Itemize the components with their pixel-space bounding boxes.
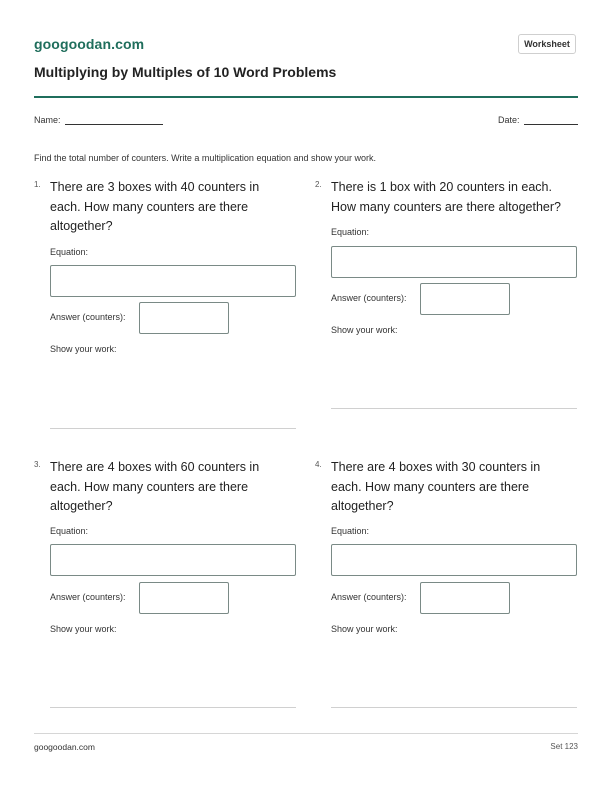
page-title: Multiplying by Multiples of 10 Word Problems [34, 64, 337, 80]
equation-input[interactable] [331, 246, 577, 278]
site-brand: googoodan.com [34, 36, 145, 52]
work-label: Show your work: [331, 624, 398, 634]
work-divider [331, 707, 577, 708]
equation-label: Equation: [331, 227, 370, 237]
answer-label: Answer (counters): [331, 293, 407, 303]
footer-site: googoodan.com [34, 742, 95, 752]
answer-input[interactable] [420, 283, 510, 315]
problem-text: There are 4 boxes with 30 counters in each. How many counters are there altogether? [331, 460, 541, 513]
header-divider [34, 96, 578, 98]
equation-input[interactable] [331, 544, 577, 576]
footer-set-label: Set 123 [550, 742, 578, 751]
worksheet-badge: Worksheet [518, 34, 576, 54]
date-field[interactable] [524, 124, 578, 125]
problem-text: There are 4 boxes with 60 counters in each. How many counters are there altogether? [50, 460, 260, 513]
equation-input[interactable] [50, 265, 296, 297]
name-label: Name: [34, 115, 61, 125]
answer-label: Answer (counters): [50, 312, 126, 322]
work-label: Show your work: [331, 325, 398, 335]
answer-label: Answer (counters): [331, 592, 407, 602]
name-field[interactable] [65, 124, 163, 125]
equation-label: Equation: [50, 526, 89, 536]
work-divider [50, 428, 296, 429]
work-label: Show your work: [50, 624, 117, 634]
problem-number: 1. [34, 180, 41, 189]
instructions: Find the total number of counters. Write a multiplication equation and show your work. [34, 153, 377, 163]
work-label: Show your work: [50, 344, 117, 354]
equation-label: Equation: [50, 247, 89, 257]
problem-number: 3. [34, 460, 41, 469]
footer-divider [34, 733, 578, 734]
problem-text: There are 3 boxes with 40 counters in each. How many counters are there altogether? [50, 180, 260, 233]
problem-number: 2. [315, 180, 322, 189]
answer-input[interactable] [139, 582, 229, 614]
equation-label: Equation: [331, 526, 370, 536]
problem-text: There is 1 box with 20 counters in each. How many counters are there altogether? [331, 180, 561, 214]
problem-number: 4. [315, 460, 322, 469]
answer-label: Answer (counters): [50, 592, 126, 602]
answer-input[interactable] [420, 582, 510, 614]
work-divider [331, 408, 577, 409]
equation-input[interactable] [50, 544, 296, 576]
work-divider [50, 707, 296, 708]
date-label: Date: [498, 115, 520, 125]
answer-input[interactable] [139, 302, 229, 334]
